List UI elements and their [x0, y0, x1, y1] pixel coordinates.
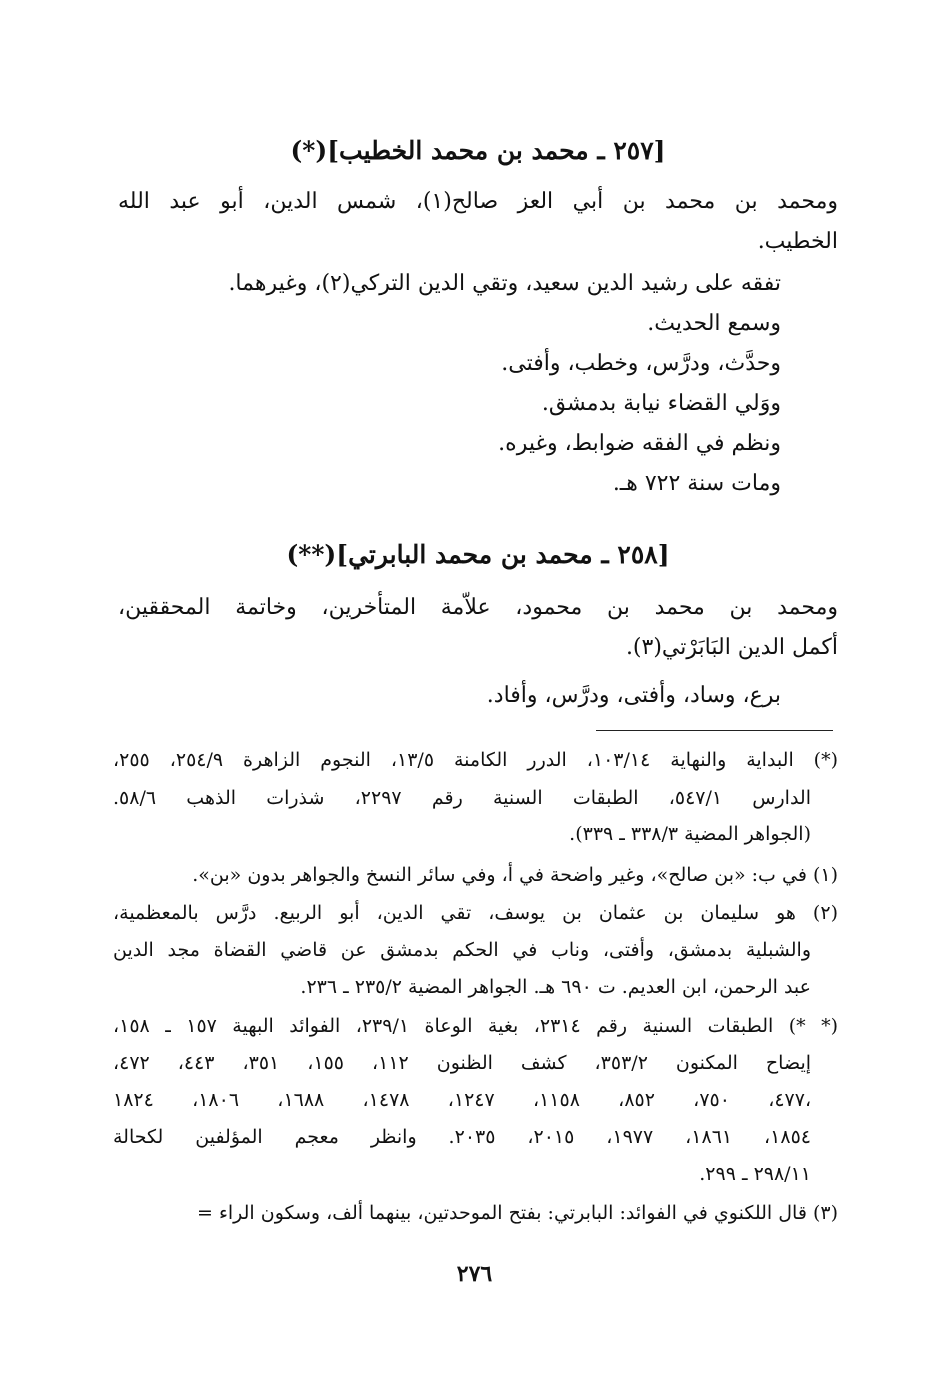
footnote-separator	[596, 730, 833, 731]
footnote-line: ١٨٥٤، ١٨٦١، ١٩٧٧، ٢٠١٥، ٢٠٣٥. وانظر معجم المؤلفين لكحالة	[113, 1126, 811, 1148]
footnote-line: (٢) هو سليمان بن عثمان بن يوسف، تقي الدين، أبو الربيع. درَّس بالمعظمية،	[113, 902, 838, 924]
footnote-line: والشبلية بدمشق، وأفتى، وناب في الحكم بدمشق عن قاضي القضاة مجد الدين	[113, 939, 811, 961]
entry-heading-257: [٢٥٧ ـ محمد بن محمد الخطيب](*)	[290, 136, 666, 165]
footnote-line: عبد الرحمن، ابن العديم. ت ٦٩٠ هـ. الجواهر المضية ٢٣٥/٢ ـ ٢٣٦.	[300, 976, 811, 998]
footnote-line: الدارس ٥٤٧/١، الطبقات السنية رقم ٢٢٩٧، شذرات الذهب ٥٨/٦.	[113, 787, 811, 809]
entry-257-line-2: الخطيب.	[757, 229, 838, 254]
entry-258-line-2: أكمل الدين البَابَرْتي(٣).	[625, 635, 838, 660]
entry-heading-258: [٢٥٨ ـ محمد بن محمد البابرتي](**)	[286, 540, 670, 569]
entry-257-line-6: ووَلي القضاء نيابة بدمشق.	[541, 391, 781, 416]
entry-257-line-3: تفقه على رشيد الدين سعيد، وتقي الدين التركي(٢)، وغيرهما.	[228, 271, 781, 296]
footnote-line: (* *) الطبقات السنية رقم ٢٣١٤، بغية الوعاة ٢٣٩/١، الفوائد البهية ١٥٧ ـ ١٥٨،	[113, 1015, 839, 1037]
entry-257-line-4: وسمع الحديث.	[647, 311, 781, 336]
entry-257-line-5: وحدَّث، ودرَّس، وخطب، وأفتى.	[501, 351, 781, 376]
page-number: ٢٧٦	[456, 1261, 493, 1287]
footnote-line: إيضاح المكنون ٣٥٣/٢، كشف الظنون ١١٢، ١٥٥، ٣٥١، ٤٤٣، ٤٧٢،	[113, 1052, 812, 1074]
entry-257-line-8: ومات سنة ٧٢٢ هـ.	[612, 471, 781, 496]
footnote-line: ٤٧٧، ٧٥٠، ٨٥٢، ١١٥٨، ١٢٤٧، ١٤٧٨، ١٦٨٨، ١٨٠٦، ١٨٢٤،	[113, 1089, 812, 1111]
entry-257-line-7: ونظم في الفقه ضوابط، وغيره.	[498, 431, 781, 456]
footnote-line: (الجواهر المضية ٣٣٨/٣ ـ ٣٣٩).	[569, 823, 811, 845]
entry-257-line-1: ومحمد بن محمد بن أبي العز صالح(١)، شمس الدين، أبو عبد الله	[118, 189, 838, 214]
footnote-line: (١) في ب: «بن صالح»، وغير واضحة في أ، وفي سائر النسخ والجواهر بدون «بن».	[192, 864, 838, 886]
entry-258-line-3: برع، وساد، وأفتى، ودرَّس، وأفاد.	[486, 683, 781, 708]
footnote-line: (*) البداية والنهاية ١٠٣/١٤، الدرر الكامنة ١٣/٥، النجوم الزاهرة ٢٥٤/٩، ٢٥٥،	[113, 749, 839, 771]
footnote-line: ٢٩٨/١١ ـ ٢٩٩.	[699, 1163, 811, 1185]
entry-258-line-1: ومحمد بن محمد بن محمود، علاّمة المتأخرين، وخاتمة المحققين،	[118, 595, 838, 620]
footnote-line: (٣) قال اللكنوي في الفوائد: البابرتي: بفتح الموحدتين، بينهما ألف، وسكون الراء =	[196, 1202, 838, 1224]
